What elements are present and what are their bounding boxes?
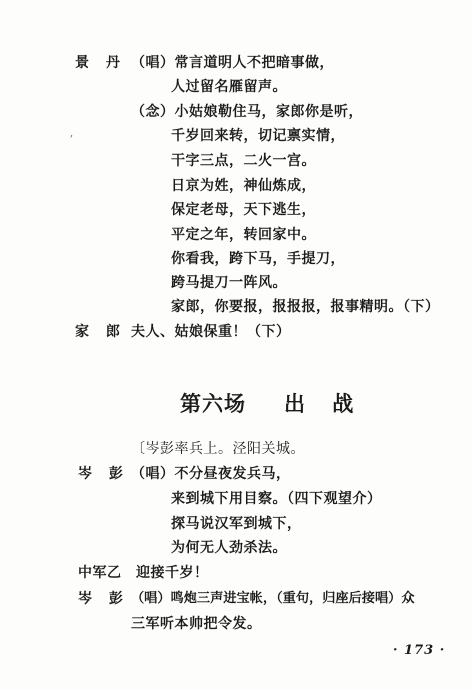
speaker-zhong-jun-yi: 中军乙 — [78, 565, 122, 581]
dialogue-line: 来到城下用目察。（四下观望介） — [171, 491, 382, 507]
dialogue-line: 家郎，你要报，报报报，报事精明。（下） — [171, 299, 440, 315]
speaker-cen-peng: 岑 彭 — [78, 466, 129, 482]
dialogue-line: 保定老母，天下逃生， — [171, 202, 316, 218]
speaker-jing-dan: 景 丹 — [75, 55, 126, 71]
dialogue-line: 你看我，跨下马，手提刀， — [171, 251, 345, 267]
dialogue-line: （念）小姑娘勒住马，家郎你是听， — [131, 104, 363, 120]
speaker-jia-lang: 家 郎 — [75, 324, 126, 340]
dialogue-line: 跨马提刀一阵风。 — [171, 275, 287, 291]
dialogue-line: 人过留名雁留声。 — [171, 79, 287, 95]
scene-subtitle: 出 战 — [284, 391, 364, 416]
scene-title: 第六场 — [180, 391, 246, 416]
dialogue-line: （唱）鸣炮三声进宝帐，（重句，归座后接唱）众 — [131, 591, 415, 606]
dialogue-line: （唱）常言道明人不把暗事做， — [131, 55, 334, 71]
page-number: · 173 · — [393, 643, 446, 658]
dialogue-line: 为何无人劲杀法。 — [171, 540, 287, 556]
dialogue-line: 日京为姓，神仙炼成， — [171, 178, 316, 194]
dialogue-line: 探马说汉军到城下， — [171, 516, 302, 532]
dialogue-line: 夫人、姑娘保重！（下） — [131, 324, 291, 340]
dialogue-line: 干字三点，二火一宫。 — [171, 153, 316, 169]
margin-mark: , — [70, 128, 74, 139]
speaker-cen-peng: 岑 彭 — [78, 591, 129, 607]
dialogue-line: 三军听本帅把令发。 — [131, 616, 262, 632]
dialogue-line: 平定之年，转回家中。 — [171, 227, 316, 243]
dialogue-line: （唱）不分昼夜发兵马， — [131, 466, 291, 482]
stage-direction: 〔岑彭率兵上。泾阳关城。 — [131, 441, 305, 457]
dialogue-line: 迎接千岁！ — [136, 565, 209, 581]
dialogue-line: 千岁回来转，切记禀实情， — [171, 128, 345, 144]
